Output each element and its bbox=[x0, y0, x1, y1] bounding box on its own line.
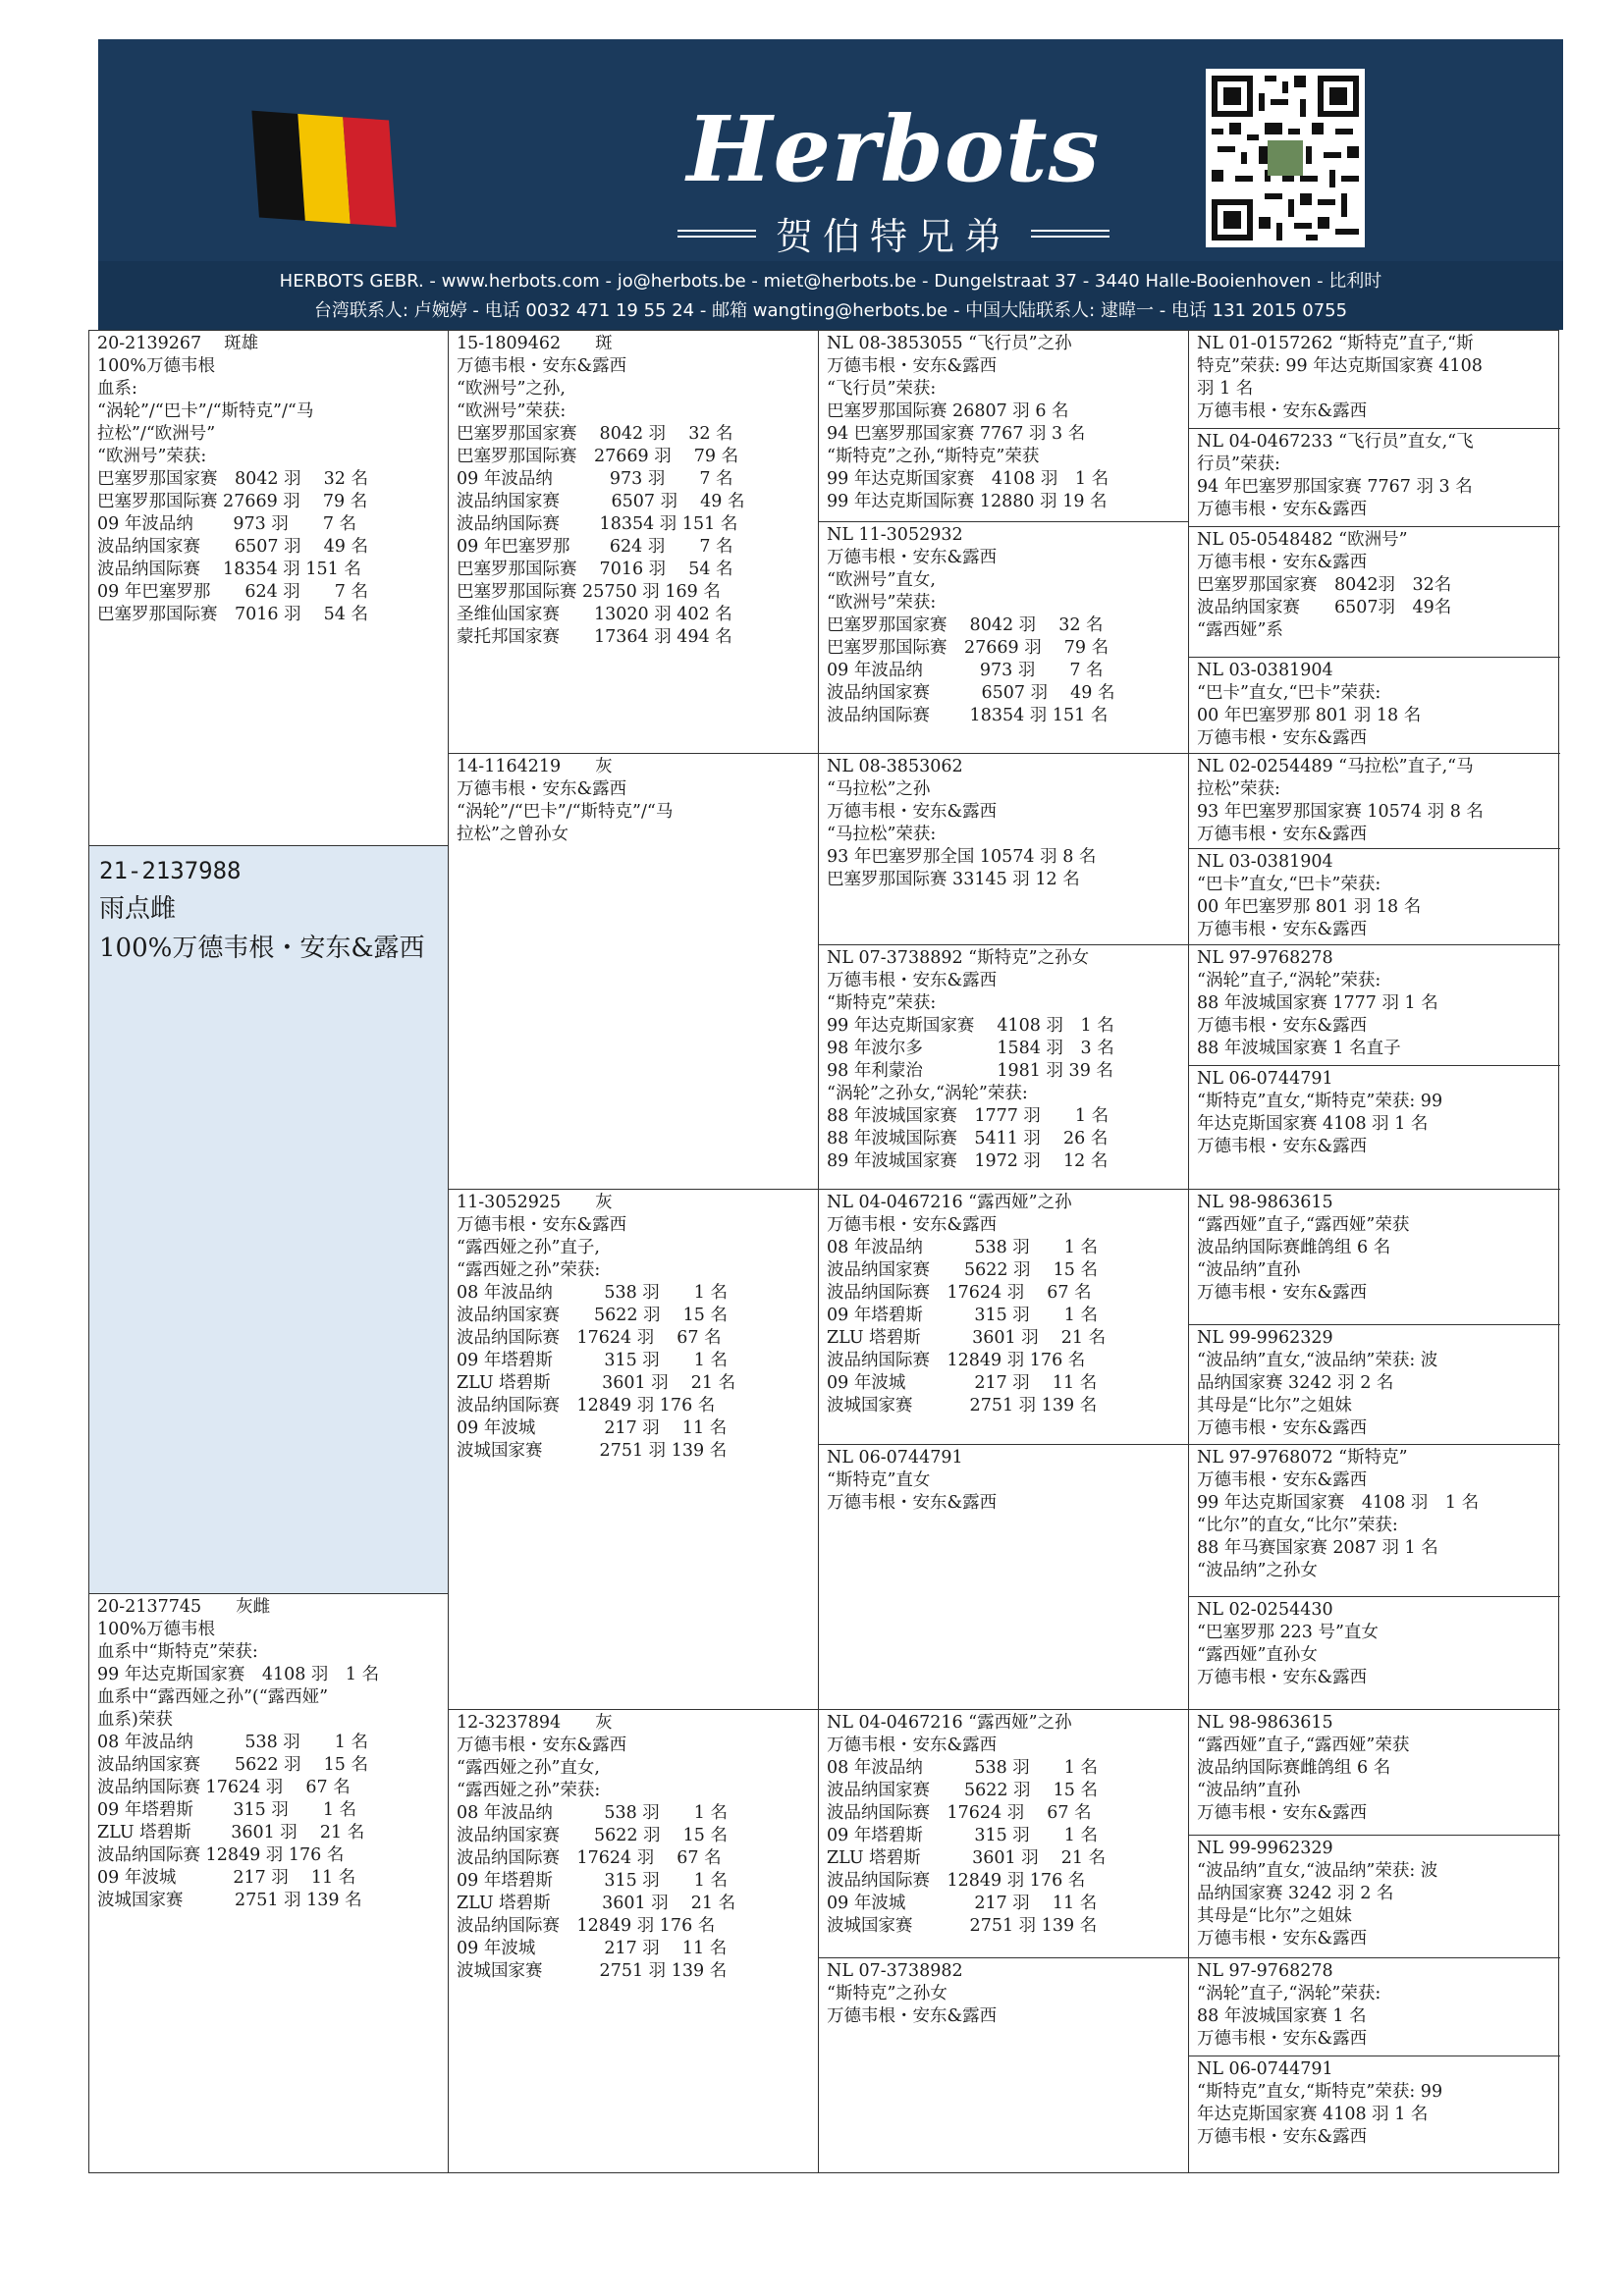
text-line: 波品纳国家赛 6507羽 49名 bbox=[1197, 598, 1452, 617]
great-grandparent-cell-2 bbox=[819, 522, 1188, 754]
text-line: 98 年利蒙治 1981 羽 39 名 bbox=[827, 1061, 1113, 1081]
text-line: “巴塞罗那 223 号”直女 bbox=[1197, 1623, 1379, 1642]
subject-cell bbox=[89, 846, 448, 1594]
ggg-lines bbox=[1197, 529, 1554, 642]
subject-line: 100%万德韦根・安东&露西 bbox=[99, 934, 425, 963]
text-line: 万德韦根・安东&露西 bbox=[827, 2006, 998, 2026]
qr-code-icon[interactable] bbox=[1206, 69, 1365, 247]
text-line: “露西娅”直孙女 bbox=[1197, 1645, 1318, 1665]
text-line: 88 年波城国家赛 1 名直子 bbox=[1197, 1039, 1401, 1058]
great-grandparent-cell-1 bbox=[819, 331, 1188, 522]
text-line: 巴塞罗那国际赛 7016 羽 54 名 bbox=[97, 605, 368, 624]
text-line: NL 99-9962329 bbox=[1197, 1328, 1333, 1348]
text-line: “马拉松”之孙 bbox=[827, 779, 931, 799]
text-line: 巴塞罗那国际赛 25750 羽 169 名 bbox=[457, 582, 721, 602]
text-line: 波品纳国家赛 6507 羽 49 名 bbox=[827, 683, 1115, 703]
great-grandparent-cell-3 bbox=[819, 754, 1188, 945]
text-line: NL 04-0467216 “露西娅”之孙 bbox=[827, 1713, 1072, 1733]
text-line: 100%万德韦根 bbox=[97, 356, 216, 376]
ggg-lines bbox=[1197, 1192, 1554, 1305]
text-line: “巴卡”直女,“巴卡”荣获: bbox=[1197, 875, 1381, 894]
text-line: 12-3237894 灰 bbox=[457, 1713, 613, 1733]
text-line: 拉松”/“欧洲号” bbox=[97, 424, 216, 444]
text-line: 00 年巴塞罗那 801 羽 18 名 bbox=[1197, 706, 1422, 725]
flag-stripe-yellow bbox=[298, 114, 351, 224]
text-line: 09 年波品纳 973 羽 7 名 bbox=[827, 661, 1104, 680]
ggg-cell-12 bbox=[1189, 1597, 1560, 1710]
text-line: NL 07-3738982 bbox=[827, 1961, 963, 1981]
ggg-lines bbox=[1197, 431, 1554, 521]
text-line: 波品纳国际赛 18354 羽 151 名 bbox=[457, 514, 738, 534]
text-line: 拉松”荣获: bbox=[1197, 779, 1280, 799]
belgium-flag-icon bbox=[251, 111, 396, 228]
contact-line-1: HERBOTS GEBR. - www.herbots.com - jo@herbots.be - miet@herbots.be - Dungelstraat 37 - 3440 Halle-Booienhoven - 比利时 bbox=[279, 271, 1382, 292]
text-line: ZLU 塔碧斯 3601 羽 21 名 bbox=[97, 1823, 365, 1842]
ggg-cell-2 bbox=[1189, 429, 1560, 527]
text-line: “斯特克”直女 bbox=[827, 1470, 931, 1490]
sire-lines bbox=[97, 333, 442, 626]
text-line: 万德韦根・安东&露西 bbox=[1197, 1016, 1368, 1036]
subtitle-rule-right bbox=[1031, 230, 1110, 238]
text-line: 94 年巴塞罗那国家赛 7767 羽 3 名 bbox=[1197, 477, 1473, 497]
text-line: “波品纳”直女,“波品纳”荣获: 波 bbox=[1197, 1351, 1438, 1370]
text-line: “波品纳”直女,“波品纳”荣获: 波 bbox=[1197, 1861, 1438, 1881]
text-line: 万德韦根・安东&露西 bbox=[1197, 500, 1368, 519]
pedigree-table bbox=[88, 330, 1559, 2173]
text-line: ZLU 塔碧斯 3601 羽 21 名 bbox=[457, 1894, 736, 1913]
text-line: 特克”荣获: 99 年达克斯国家赛 4108 bbox=[1197, 356, 1483, 376]
text-line: NL 97-9768278 bbox=[1197, 948, 1333, 968]
ggg-lines bbox=[1197, 1068, 1554, 1158]
text-line: 万德韦根・安东&露西 bbox=[1197, 1470, 1368, 1490]
text-line: 08 年波品纳 538 羽 1 名 bbox=[457, 1283, 728, 1303]
text-line: 万德韦根・安东&露西 bbox=[827, 356, 998, 376]
text-line: 波城国家赛 2751 羽 139 名 bbox=[827, 1916, 1098, 1936]
text-line: 100%万德韦根 bbox=[97, 1620, 216, 1639]
brand-subtitle-row bbox=[648, 206, 1139, 260]
text-line: 波品纳国际赛 12849 羽 176 名 bbox=[97, 1845, 345, 1865]
text-line: NL 98-9863615 bbox=[1197, 1713, 1333, 1733]
text-line: “露西娅”直子,“露西娅”荣获 bbox=[1197, 1215, 1410, 1235]
text-line: NL 07-3738892 “斯特克”之孙女 bbox=[827, 948, 1090, 968]
text-line: 94 巴塞罗那国家赛 7767 羽 3 名 bbox=[827, 424, 1086, 444]
text-line: 88 年波城国家赛 1777 羽 1 名 bbox=[1197, 993, 1438, 1013]
ggg-lines bbox=[1197, 333, 1554, 423]
text-line: 行员”荣获: bbox=[1197, 454, 1280, 474]
text-line: 波品纳国家赛 5622 羽 15 名 bbox=[827, 1260, 1098, 1280]
grandparent-lines bbox=[457, 1192, 812, 1463]
text-line: NL 98-9863615 bbox=[1197, 1193, 1333, 1212]
text-line: 波品纳国家赛 5622 羽 15 名 bbox=[97, 1755, 368, 1775]
text-line: NL 03-0381904 bbox=[1197, 852, 1333, 872]
text-line: 99 年达克斯国际赛 12880 羽 19 名 bbox=[827, 492, 1108, 511]
text-line: 品纳国家赛 3242 羽 2 名 bbox=[1197, 1373, 1394, 1393]
ggg-lines bbox=[1197, 1447, 1554, 1582]
ggg-lines bbox=[1197, 660, 1554, 750]
text-line: 巴塞罗那国际赛 27669 羽 79 名 bbox=[97, 492, 368, 511]
text-line: 巴塞罗那国家赛 8042羽 32名 bbox=[1197, 575, 1452, 595]
text-line: “斯特克”之孙女 bbox=[827, 1984, 947, 2003]
text-line: 99 年达克斯国家赛 4108 羽 1 名 bbox=[97, 1665, 380, 1684]
text-line: 年达克斯国家赛 4108 羽 1 名 bbox=[1197, 2105, 1429, 2124]
text-line: 血系)荣获 bbox=[97, 1710, 173, 1730]
text-line: 波品纳国际赛 12849 羽 176 名 bbox=[827, 1871, 1086, 1891]
text-line: 波品纳国际赛 18354 羽 151 名 bbox=[827, 706, 1109, 725]
text-line: NL 04-0467233 “飞行员”直女,“飞 bbox=[1197, 432, 1474, 452]
text-line: NL 04-0467216 “露西娅”之孙 bbox=[827, 1193, 1072, 1212]
text-line: 万德韦根・安东&露西 bbox=[1197, 553, 1368, 572]
text-line: 15-1809462 斑 bbox=[457, 334, 613, 353]
qr-code-graphic bbox=[1212, 75, 1359, 241]
text-line: “露西娅之孙”直女, bbox=[457, 1758, 600, 1778]
ggg-cell-8 bbox=[1189, 1066, 1560, 1190]
text-line: “巴卡”直女,“巴卡”荣获: bbox=[1197, 683, 1381, 703]
ggg-lines bbox=[1197, 1327, 1554, 1440]
great-grandparent-cell-4 bbox=[819, 945, 1188, 1190]
great-grandparent-lines bbox=[827, 333, 1182, 513]
text-line: 09 年波城 217 羽 11 名 bbox=[827, 1373, 1098, 1393]
ggg-cell-13 bbox=[1189, 1710, 1560, 1836]
text-line: 波品纳国家赛 6507 羽 49 名 bbox=[97, 537, 368, 557]
text-line: “比尔”的直女,“比尔”荣获: bbox=[1197, 1516, 1398, 1535]
text-line: “涡轮”直子,“涡轮”荣获: bbox=[1197, 1984, 1381, 2003]
text-line: 波品纳国际赛 17624 羽 67 名 bbox=[457, 1328, 722, 1348]
sire-cell bbox=[89, 331, 448, 846]
ggg-lines bbox=[1197, 1599, 1554, 1689]
text-line: 万德韦根・安东&露西 bbox=[827, 548, 998, 567]
text-line: 万德韦根・安东&露西 bbox=[1197, 1929, 1368, 1949]
text-line: 万德韦根・安东&露西 bbox=[827, 1215, 998, 1235]
ggg-cell-7 bbox=[1189, 945, 1560, 1066]
text-line: “露西娅之孙”荣获: bbox=[457, 1781, 601, 1800]
text-line: 09 年波品纳 973 羽 7 名 bbox=[457, 469, 733, 489]
text-line: “波品纳”直孙 bbox=[1197, 1260, 1301, 1280]
subtitle-rule-left bbox=[677, 230, 756, 238]
text-line: 蒙托邦国家赛 17364 羽 494 名 bbox=[457, 627, 732, 647]
text-line: NL 02-0254430 bbox=[1197, 1600, 1333, 1620]
ggg-lines bbox=[1197, 947, 1554, 1060]
text-line: 波品纳国际赛雌鸽组 6 名 bbox=[1197, 1238, 1391, 1257]
text-line: 万德韦根・安东&露西 bbox=[1197, 825, 1368, 844]
text-line: “波品纳”之孙女 bbox=[1197, 1561, 1318, 1580]
text-line: 巴塞罗那国家赛 8042 羽 32 名 bbox=[97, 469, 368, 489]
brand-logo bbox=[648, 96, 1139, 260]
text-line: “欧洲号”荣获: bbox=[827, 593, 937, 613]
ggg-cell-1 bbox=[1189, 331, 1560, 429]
text-line: 波品纳国家赛 5622 羽 15 名 bbox=[457, 1826, 728, 1845]
text-line: 万德韦根・安东&露西 bbox=[827, 1735, 998, 1755]
grandparent-cell-3 bbox=[449, 1190, 818, 1710]
text-line: 万德韦根・安东&露西 bbox=[1197, 1668, 1368, 1687]
dam-lines bbox=[97, 1596, 442, 1912]
ggg-cell-9 bbox=[1189, 1190, 1560, 1325]
ggg-cell-16 bbox=[1189, 2056, 1560, 2174]
text-line: NL 02-0254489 “马拉松”直子,“马 bbox=[1197, 757, 1474, 776]
grandparent-lines bbox=[457, 1712, 812, 1983]
text-line: “波品纳”直孙 bbox=[1197, 1781, 1301, 1800]
ggg-lines bbox=[1197, 2058, 1554, 2149]
text-line: 巴塞罗那国家赛 8042 羽 32 名 bbox=[457, 424, 733, 444]
text-line: 万德韦根・安东&露西 bbox=[827, 971, 998, 990]
grandparent-cell-2 bbox=[449, 754, 818, 1190]
great-grandparent-lines bbox=[827, 1447, 1182, 1515]
text-line: NL 08-3853055 “飞行员”之孙 bbox=[827, 334, 1072, 353]
ggg-cell-14 bbox=[1189, 1836, 1560, 1958]
text-line: 血系: bbox=[97, 379, 137, 399]
text-line: 万德韦根・安东&露西 bbox=[1197, 1137, 1368, 1156]
text-line: “露西娅之孙”荣获: bbox=[457, 1260, 601, 1280]
text-line: 波品纳国际赛雌鸽组 6 名 bbox=[1197, 1758, 1391, 1778]
text-line: 万德韦根・安东&露西 bbox=[1197, 401, 1368, 421]
text-line: “斯特克”荣获: bbox=[827, 993, 937, 1013]
text-line: 09 年波城 217 羽 11 名 bbox=[457, 1418, 728, 1438]
text-line: 09 年塔碧斯 315 羽 1 名 bbox=[457, 1871, 728, 1891]
text-line: 00 年巴塞罗那 801 羽 18 名 bbox=[1197, 897, 1422, 917]
text-line: NL 97-9768278 bbox=[1197, 1961, 1333, 1981]
text-line: 万德韦根・安东&露西 bbox=[457, 1215, 627, 1235]
text-line: NL 97-9768072 “斯特克” bbox=[1197, 1448, 1408, 1468]
text-line: 波品纳国际赛 18354 羽 151 名 bbox=[97, 560, 361, 579]
text-line: NL 06-0744791 bbox=[1197, 1069, 1333, 1089]
text-line: 88 年马赛国家赛 2087 羽 1 名 bbox=[1197, 1538, 1438, 1558]
text-line: 93 年巴塞罗那国家赛 10574 羽 8 名 bbox=[1197, 802, 1484, 822]
text-line: NL 08-3853062 bbox=[827, 757, 963, 776]
text-line: 88 年波城国家赛 1777 羽 1 名 bbox=[827, 1106, 1110, 1126]
text-line: 98 年波尔多 1584 羽 3 名 bbox=[827, 1039, 1114, 1058]
text-line: 波品纳国际赛 17624 羽 67 名 bbox=[827, 1283, 1092, 1303]
text-line: 万德韦根・安东&露西 bbox=[827, 802, 998, 822]
text-line: NL 06-0744791 bbox=[827, 1448, 963, 1468]
text-line: 08 年波品纳 538 羽 1 名 bbox=[97, 1733, 368, 1752]
text-line: 拉松”之曾孙女 bbox=[457, 825, 568, 844]
great-grandparent-lines bbox=[827, 524, 1182, 727]
text-line: 88 年波城国际赛 5411 羽 26 名 bbox=[827, 1129, 1109, 1148]
ggg-lines bbox=[1197, 1838, 1554, 1950]
text-line: 万德韦根・安东&露西 bbox=[1197, 2127, 1368, 2147]
text-line: 20-2139267 斑雄 bbox=[97, 334, 259, 353]
text-line: 99 年达克斯国家赛 4108 羽 1 名 bbox=[1197, 1493, 1480, 1513]
text-line: 波城国家赛 2751 羽 139 名 bbox=[97, 1891, 362, 1910]
text-line: NL 11-3052932 bbox=[827, 525, 963, 545]
subject-ring: 21-2137988 bbox=[99, 857, 242, 884]
text-line: 万德韦根・安东&露西 bbox=[1197, 1283, 1368, 1303]
text-line: “斯特克”直女,“斯特克”荣获: 99 bbox=[1197, 1092, 1443, 1111]
text-line: 羽 1 名 bbox=[1197, 379, 1254, 399]
grandparent-cell-1 bbox=[449, 331, 818, 754]
text-line: 波品纳国家赛 5622 羽 15 名 bbox=[827, 1781, 1098, 1800]
text-line: 09 年巴塞罗那 624 羽 7 名 bbox=[97, 582, 368, 602]
text-line: 万德韦根・安东&露西 bbox=[1197, 2029, 1368, 2049]
text-line: “涡轮”直子,“涡轮”荣获: bbox=[1197, 971, 1381, 990]
text-line: 其母是“比尔”之姐妹 bbox=[1197, 1396, 1352, 1415]
flag-stripe-red bbox=[344, 117, 397, 227]
text-line: “斯特克”直女,“斯特克”荣获: 99 bbox=[1197, 2082, 1443, 2102]
grandparent-lines bbox=[457, 756, 812, 846]
ggg-cell-11 bbox=[1189, 1445, 1560, 1597]
text-line: 09 年波城 217 羽 11 名 bbox=[827, 1894, 1098, 1913]
text-line: 万德韦根・安东&露西 bbox=[457, 356, 627, 376]
text-line: 万德韦根・安东&露西 bbox=[457, 1735, 627, 1755]
text-line: 88 年波城国家赛 1 名 bbox=[1197, 2006, 1367, 2026]
text-line: 93 年巴塞罗那全国 10574 羽 8 名 bbox=[827, 847, 1097, 867]
great-grandparent-lines bbox=[827, 947, 1182, 1173]
subject-sex: 雨点雌 bbox=[99, 894, 177, 924]
text-line: 巴塞罗那国家赛 8042 羽 32 名 bbox=[827, 615, 1104, 635]
text-line: 波城国家赛 2751 羽 139 名 bbox=[827, 1396, 1098, 1415]
text-line: NL 01-0157262 “斯特克”直子,“斯 bbox=[1197, 334, 1474, 353]
text-line: 波品纳国家赛 5622 羽 15 名 bbox=[457, 1306, 728, 1325]
text-line: 09 年波品纳 973 羽 7 名 bbox=[97, 514, 357, 534]
great-grandparent-cell-8 bbox=[819, 1958, 1188, 2174]
text-line: 万德韦根・安东&露西 bbox=[457, 779, 627, 799]
great-grandparent-cell-7 bbox=[819, 1710, 1188, 1958]
ggg-lines bbox=[1197, 1712, 1554, 1825]
text-line: NL 99-9962329 bbox=[1197, 1839, 1333, 1858]
text-line: 09 年塔碧斯 315 羽 1 名 bbox=[97, 1800, 357, 1820]
text-line: 波城国家赛 2751 羽 139 名 bbox=[457, 1441, 728, 1461]
ggg-cell-15 bbox=[1189, 1958, 1560, 2056]
text-line: NL 03-0381904 bbox=[1197, 661, 1333, 680]
header-banner bbox=[98, 39, 1563, 330]
ggg-lines bbox=[1197, 756, 1554, 846]
flag-stripe-black bbox=[251, 111, 304, 221]
dam-cell bbox=[89, 1594, 448, 2174]
text-line: 品纳国家赛 3242 羽 2 名 bbox=[1197, 1884, 1394, 1903]
text-line: 99 年达克斯国家赛 4108 羽 1 名 bbox=[827, 469, 1110, 489]
text-line: 99 年达克斯国家赛 4108 羽 1 名 bbox=[827, 1016, 1114, 1036]
text-line: 89 年波城国家赛 1972 羽 12 名 bbox=[827, 1151, 1109, 1171]
ggg-cell-5 bbox=[1189, 754, 1560, 849]
text-line: 08 年波品纳 538 羽 1 名 bbox=[457, 1803, 728, 1823]
column-grandparents bbox=[449, 331, 819, 2172]
ggg-lines bbox=[1197, 1960, 1554, 2051]
text-line: “欧洲号”之孙, bbox=[457, 379, 566, 399]
text-line: 万德韦根・安东&露西 bbox=[1197, 1803, 1368, 1823]
text-line: 巴塞罗那国际赛 7016 羽 54 名 bbox=[457, 560, 733, 579]
text-line: NL 05-0548482 “欧洲号” bbox=[1197, 530, 1408, 550]
text-line: “马拉松”荣获: bbox=[827, 825, 937, 844]
text-line: 血系中“斯特克”荣获: bbox=[97, 1642, 258, 1662]
text-line: “涡轮”/“巴卡”/“斯特克”/“马 bbox=[457, 802, 674, 822]
ggg-cell-3 bbox=[1189, 527, 1560, 658]
column-great-great-grandparents bbox=[1189, 331, 1560, 2172]
text-line: 08 年波品纳 538 羽 1 名 bbox=[827, 1758, 1098, 1778]
text-line: 09 年波城 217 羽 11 名 bbox=[97, 1868, 356, 1888]
text-line: ZLU 塔碧斯 3601 羽 21 名 bbox=[827, 1328, 1107, 1348]
text-line: “露西娅”系 bbox=[1197, 620, 1283, 640]
text-line: ZLU 塔碧斯 3601 羽 21 名 bbox=[827, 1848, 1107, 1868]
great-grandparent-cell-5 bbox=[819, 1190, 1188, 1445]
text-line: 11-3052925 灰 bbox=[457, 1193, 613, 1212]
text-line: 波品纳国际赛 12849 羽 176 名 bbox=[457, 1396, 716, 1415]
brand-subtitle: 贺伯特兄弟 bbox=[775, 215, 1011, 258]
text-line: NL 06-0744791 bbox=[1197, 2059, 1333, 2079]
text-line: 波品纳国际赛 17624 羽 67 名 bbox=[457, 1848, 722, 1868]
text-line: “露西娅之孙”直子, bbox=[457, 1238, 600, 1257]
brand-name: Herbots bbox=[686, 96, 1101, 202]
text-line: 年达克斯国家赛 4108 羽 1 名 bbox=[1197, 1114, 1429, 1134]
text-line: 万德韦根・安东&露西 bbox=[827, 1493, 998, 1513]
ggg-cell-4 bbox=[1189, 658, 1560, 754]
text-line: “斯特克”之孙,“斯特克”荣获 bbox=[827, 447, 1040, 466]
text-line: “露西娅”直子,“露西娅”荣获 bbox=[1197, 1735, 1410, 1755]
text-line: 20-2137745 灰雌 bbox=[97, 1597, 271, 1617]
great-grandparent-lines bbox=[827, 1712, 1182, 1938]
text-line: 波品纳国际赛 12849 羽 176 名 bbox=[457, 1916, 716, 1936]
grandparent-lines bbox=[457, 333, 812, 649]
grandparent-cell-4 bbox=[449, 1710, 818, 2174]
text-line: 巴塞罗那国际赛 33145 羽 12 名 bbox=[827, 870, 1080, 889]
text-line: “欧洲号”荣获: bbox=[97, 447, 207, 466]
column-great-grandparents bbox=[819, 331, 1189, 2172]
text-line: 波品纳国家赛 6507 羽 49 名 bbox=[457, 492, 745, 511]
text-line: 09 年塔碧斯 315 羽 1 名 bbox=[457, 1351, 728, 1370]
great-grandparent-cell-6 bbox=[819, 1445, 1188, 1710]
text-line: 09 年巴塞罗那 624 羽 7 名 bbox=[457, 537, 733, 557]
column-parents bbox=[89, 331, 449, 2172]
text-line: 波城国家赛 2751 羽 139 名 bbox=[457, 1961, 728, 1981]
text-line: “飞行员”荣获: bbox=[827, 379, 937, 399]
text-line: “欧洲号”直女, bbox=[827, 570, 936, 590]
text-line: 圣维仙国家赛 13020 羽 402 名 bbox=[457, 605, 732, 624]
text-line: ZLU 塔碧斯 3601 羽 21 名 bbox=[457, 1373, 736, 1393]
great-grandparent-lines bbox=[827, 1192, 1182, 1417]
text-line: 万德韦根・安东&露西 bbox=[1197, 728, 1368, 748]
text-line: 14-1164219 灰 bbox=[457, 757, 613, 776]
text-line: 巴塞罗那国际赛 27669 羽 79 名 bbox=[457, 447, 739, 466]
text-line: 波品纳国际赛 17624 羽 67 名 bbox=[97, 1778, 351, 1797]
text-line: 万德韦根・安东&露西 bbox=[1197, 920, 1368, 939]
text-line: 09 年波城 217 羽 11 名 bbox=[457, 1939, 728, 1958]
text-line: 万德韦根・安东&露西 bbox=[1197, 1418, 1368, 1438]
text-line: 其母是“比尔”之姐妹 bbox=[1197, 1906, 1352, 1926]
ggg-cell-10 bbox=[1189, 1325, 1560, 1445]
great-grandparent-lines bbox=[827, 756, 1182, 891]
text-line: 血系中“露西娅之孙”(“露西娅” bbox=[97, 1687, 329, 1707]
text-line: 波品纳国际赛 17624 羽 67 名 bbox=[827, 1803, 1092, 1823]
text-line: 09 年塔碧斯 315 羽 1 名 bbox=[827, 1306, 1098, 1325]
text-line: 巴塞罗那国际赛 27669 羽 79 名 bbox=[827, 638, 1110, 658]
text-line: 08 年波品纳 538 羽 1 名 bbox=[827, 1238, 1098, 1257]
text-line: 09 年塔碧斯 315 羽 1 名 bbox=[827, 1826, 1098, 1845]
text-line: “涡轮”/“巴卡”/“斯特克”/“马 bbox=[97, 401, 314, 421]
ggg-lines bbox=[1197, 851, 1554, 941]
great-grandparent-lines bbox=[827, 1960, 1182, 2028]
text-line: 巴塞罗那国际赛 26807 羽 6 名 bbox=[827, 401, 1069, 421]
contact-line-2: 台湾联系人: 卢婉婷 - 电话 0032 471 19 55 24 - 邮箱 wangting@herbots.be - 中国大陆联系人: 逮暐一 - 电话 131 2015 0755 bbox=[313, 300, 1348, 321]
text-line: “涡轮”之孙女,“涡轮”荣获: bbox=[827, 1084, 1028, 1103]
text-line: 波品纳国际赛 12849 羽 176 名 bbox=[827, 1351, 1086, 1370]
text-line: “欧洲号”荣获: bbox=[457, 401, 567, 421]
ggg-cell-6 bbox=[1189, 849, 1560, 945]
